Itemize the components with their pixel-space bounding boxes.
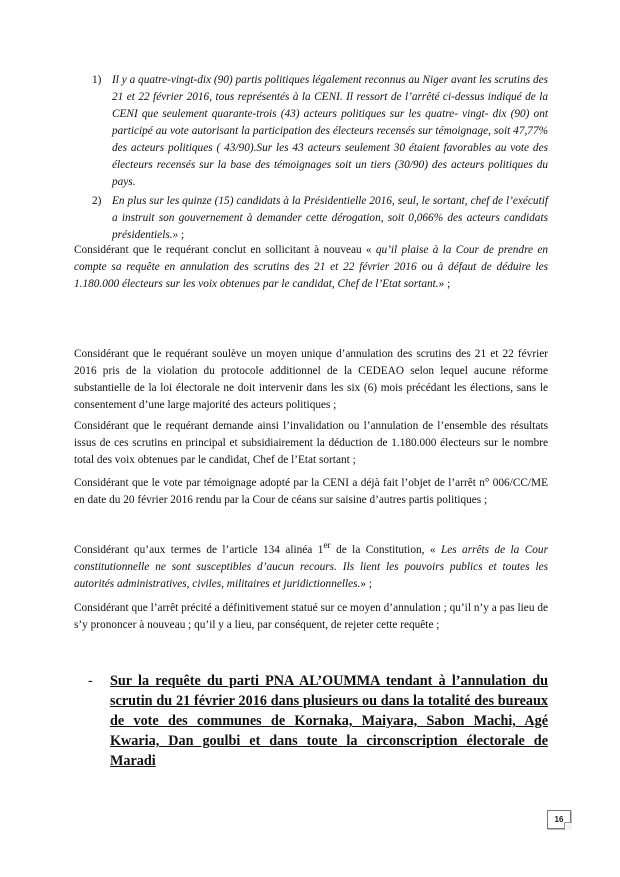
list-item-quote: En plus sur les quinze (15) candidats à la Présidentielle 2016, seul, le sortant, chef de l’exécutif a instruit son gouvernement à demander cette dérogation, soit 0,066% des acteurs candidats présidentiels.» xyxy=(112,195,548,241)
page-number: 16 xyxy=(547,810,571,829)
paragraph-demande: Considérant que le requérant demande ainsi l’invalidation ou l’annulation de l’ensemble des résultats issus de ces scrutins en principal et subsidiairement la déduction de 1.180.000 électeurs sur le nombre total des voix obtenues par le candidat, Chef de l’Etat sortant ; xyxy=(74,420,548,466)
paragraph-vote-temoignage: Considérant que le vote par témoignage adopté par la CENI a déjà fait l’objet de l’arrêt n° 006/CC/ME en date du 20 février 2016 rendu par la Cour de céans sur saisine d’autres partis politiques ; xyxy=(74,477,548,506)
list-item-number: 1) xyxy=(92,74,102,86)
paragraph-article-134 xyxy=(74,538,548,593)
superscript: er xyxy=(323,541,331,551)
heading-text: Sur la requête du parti PNA AL’OUMMA tendant à l’annulation du scrutin du 21 février 2016 dans plusieurs ou dans la totalité des bureaux de vote des communes de Kornaka, Maiyara, Sabon Machi, Agé Kwaria, Dan goulbi et dans toute la circonscription électorale de Maradi xyxy=(110,673,548,769)
paragraph-lead: Considérant qu’aux termes de l’article 134 alinéa 1 xyxy=(74,543,324,556)
paragraph-quote: Les arrêts de la Cour constitutionnelle ne sont susceptibles d’aucun recours. Ils lient les pouvoirs publics et toutes les autorités administratives, civiles, militaires et juridictionnelles. xyxy=(74,543,548,590)
paragraph-mid: de la Constitution, « xyxy=(330,543,441,556)
paragraph-tail: » ; xyxy=(360,577,372,590)
paragraph-quote: qu’il plaise à la Cour de prendre en compte sa requête en annulation des scrutins des 21 et 22 février 2016 ou à défaut de déduire les 1.180.000 électeurs sur les voix obtenues par le candidat, Chef de l’Etat sortant. xyxy=(74,244,548,290)
list-item-text: Il y a quatre-vingt-dix (90) partis politiques légalement reconnus au Niger avant les scrutins des 21 et 22 février 2016, tous représentés à la CENI. Il ressort de l’arrêté ci-dessus indiqué de la CENI que seulement quarante-trois (43) acteurs politiques sur les quatre- vingt- dix (90) ont participé au vote autorisant la participation des électeurs recensés sur témoignage, soit 47,77% des acteurs politiques ( 43/90).Sur les 43 acteurs seulement 30 étaient favorables au vote des électeurs recensés sur la base des témoignages soit un tiers (30/90) des acteurs politiques du pays. xyxy=(112,74,548,188)
list-item xyxy=(92,193,548,244)
list-item-tail: ; xyxy=(178,229,185,241)
list-item-number: 2) xyxy=(92,195,102,207)
list-item-text xyxy=(112,193,548,244)
numbered-list xyxy=(92,72,548,246)
section-heading xyxy=(88,671,548,771)
paragraph-conclusion xyxy=(74,242,548,293)
paragraph-rejet: Considérant que l’arrêt précité a définitivement statué sur ce moyen d’annulation ; qu’il n’y a pas lieu de s’y prononcer à nouveau ; qu’il y a lieu, par conséquent, de rejeter cette requête ; xyxy=(74,602,548,631)
paragraph-lead: Considérant que le requérant conclut en sollicitant à nouveau « xyxy=(74,244,376,256)
heading-dash: - xyxy=(88,673,93,689)
list-item xyxy=(92,72,548,191)
paragraph-tail: » ; xyxy=(438,278,451,290)
paragraph-moyen: Considérant que le requérant soulève un moyen unique d’annulation des scrutins des 21 et 22 février 2016 pris de la violation du protocole additionnel de la CEDEAO selon lequel aucune réforme substantielle de la loi électorale ne doit intervenir dans les six (6) mois précédant les élections, sans le consentement d’une large majorité des acteurs politiques ; xyxy=(74,348,548,411)
